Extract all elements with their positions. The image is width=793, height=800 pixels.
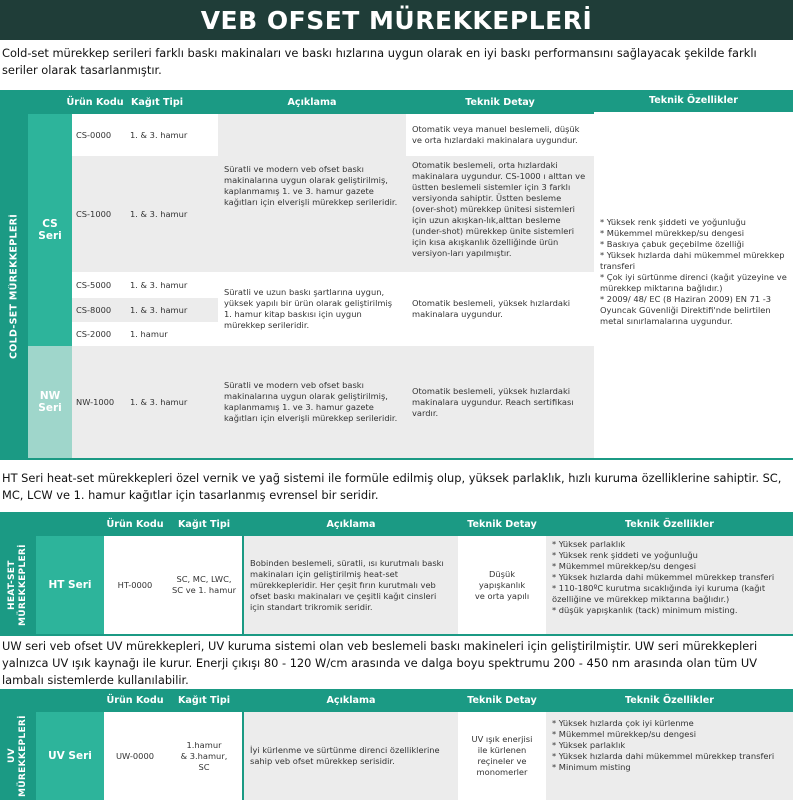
ht-detail: Düşük yapışkanlık ve orta yapılı xyxy=(458,536,546,634)
uv-paper: 1.hamur & 3.hamur, SC xyxy=(166,712,242,800)
ht-header-tech-features: Teknik Özellikler xyxy=(624,518,714,530)
header-product-code: Ürün Kodu xyxy=(66,96,124,108)
uv-detail: UV ışık enerjisi ile kürlenen reçineler ve monomerler xyxy=(458,712,546,800)
nw1000-detail: Otomatik beslemeli, yüksek hızlardaki makinalara uygundur. Reach sertifikası vardır. xyxy=(406,346,594,458)
feature-item: * Baskıya çabuk geçebilme özelliği xyxy=(600,239,745,249)
intro-uv: UW seri veb ofset UV mürekkepleri, UV kuruma sistemi olan veb beslemeli baskı makineleri için geliştirilmiştir. UW seri mürekkepleri yalnızca UV ışık kaynağı ile kurur. Enerji çıkışı 80 - 120 W/cm arasında ve dalga boyu spektrumu 200 - 450 nm arasında olan tüm UV lambalı sistemlerde kullanılabilir. xyxy=(2,639,758,687)
uv-header-product-code: Ürün Kodu xyxy=(106,694,164,706)
feature-item: * 2009/ 48/ EC (8 Haziran 2009) EN 71 -3 Oyuncak Güvenliği Direktifi'nde belirtilen metal sınırlamalarına uygundur. xyxy=(600,294,772,326)
nw-serie-label: NW Seri xyxy=(28,346,72,458)
header-tech-features: Teknik Özellikler xyxy=(648,94,738,106)
cs-desc-2: Süratli ve uzun baskı şartlarına uygun, yüksek yapılı bir ürün olarak geliştirilmiş 1. hamur kitap baskısı için uygun mürekkep serileridir. xyxy=(218,272,406,346)
feature-item: * Yüksek parlaklık xyxy=(552,539,626,549)
cs0000-detail: Otomatik veya manuel beslemeli, düşük ve orta hızlardaki makinalara uygundur. xyxy=(406,114,594,156)
uv-header-tech-features: Teknik Özellikler xyxy=(624,694,714,706)
ht-header-product-code: Ürün Kodu xyxy=(106,518,164,530)
feature-item: * Yüksek parlaklık xyxy=(552,740,626,750)
nw-desc: Süratli ve modern veb ofset baskı makinalarına uygun olarak geliştirilmiş, kaplanmamış 1. ve 3. hamur gazete kağıtları için elverişli mürekkep serileridir. xyxy=(218,346,406,458)
page-title: VEB OFSET MÜREKKEPLERİ xyxy=(0,0,793,40)
feature-item: * Çok iyi sürtünme direnci (kağıt yüzeyine ve mürekkep miktarına bağlıdır.) xyxy=(600,272,787,293)
intro-cold-set: Cold-set mürekkep serileri farklı baskı makinaları ve baskı hızlarına uygun olarak en iyi baskı performansını sağlayacak şekilde farklı seriler olarak tasarlanmıştır. xyxy=(2,46,757,77)
feature-item: * Yüksek hızlarda dahi mükemmel mürekkep transferi xyxy=(552,572,775,582)
uv-desc: İyi kürlenme ve sürtünme direnci özelliklerine sahip veb ofset mürekkep serisidir. xyxy=(244,712,458,800)
uv-serie-label: UV Seri xyxy=(36,712,104,800)
feature-item: * düşük yapışkanlık (tack) minimum misting. xyxy=(552,605,738,615)
uv-header-tech-detail: Teknik Detay xyxy=(467,694,537,706)
row-cs5000-paper: 1. & 3. hamur xyxy=(126,272,218,298)
ht-code: HT-0000 xyxy=(104,536,166,634)
uv-code: UW-0000 xyxy=(104,712,166,800)
uv-header-paper-type: Kağıt Tipi xyxy=(178,694,230,706)
row-nw1000-paper: 1. & 3. hamur xyxy=(126,346,218,458)
heat-set-side-label: HEAT-SET MÜREKKEPLERİ xyxy=(7,544,28,626)
cold-set-side-label: COLD-SET MÜREKKEPLERİ xyxy=(8,213,20,359)
cs-serie-label: CS Seri xyxy=(28,114,72,346)
feature-item: * Mükemmel mürekkep/su dengesi xyxy=(552,561,697,571)
feature-item: * Yüksek hızlarda dahi mükemmel mürekkep transferi xyxy=(600,250,785,271)
cs1000-detail: Otomatik beslemeli, orta hızlardaki makinalara uygundur. CS-1000 ı alttan ve üstten beslemeli sistemler için 3 farklı versiyonda sahiptir. Üstten besleme (over-shot) mürekkep ünitesi sistemleri için uzun akışkan-lık,alttan besleme (under-shot) mürekkep ünite sistemleri için kısa akışkanlık özelliğinde ürün versiyon-ları yapılmıştır. xyxy=(406,156,594,272)
row-cs8000-paper: 1. & 3. hamur xyxy=(126,298,218,322)
uv-features-list xyxy=(546,712,793,800)
ht-features-list xyxy=(546,536,793,634)
ht-serie-label: HT Seri xyxy=(36,536,104,634)
cs-desc-1: Süratli ve modern veb ofset baskı makinalarına uygun olarak geliştirilmiş, kaplanmamış 1. ve 3. hamur gazete kağıtları için elverişli mürekkep serileridir. xyxy=(224,164,398,207)
ht-header-paper-type: Kağıt Tipi xyxy=(178,518,230,530)
row-cs2000-paper: 1. hamur xyxy=(126,322,218,346)
cs5000-detail: Otomatik beslemeli, yüksek hızlardaki makinalara uygundur. xyxy=(406,272,594,346)
row-nw1000-code: NW-1000 xyxy=(72,346,126,458)
row-cs0000-code: CS-0000 xyxy=(72,114,126,156)
uv-side-label: UV MÜREKKEPLERİ xyxy=(7,715,28,797)
header-description: Açıklama xyxy=(287,96,337,108)
ht-header-description: Açıklama xyxy=(326,518,376,530)
row-cs0000-paper: 1. & 3. hamur xyxy=(126,114,218,156)
row-cs8000-code: CS-8000 xyxy=(72,298,126,322)
feature-item: * 110-180ºC kurutma sıcaklığında iyi kuruma (kağıt özelliğine ve mürekkep miktarına bağlıdır.) xyxy=(552,583,766,604)
feature-item: * Yüksek renk şiddeti ve yoğunluğu xyxy=(552,550,698,560)
feature-item: * Yüksek hızlarda çok iyi kürlenme xyxy=(552,718,694,728)
intro-heat-set: HT Seri heat-set mürekkepleri özel vernik ve yağ sistemi ile formüle edilmiş olup, yüksek parlaklık, hızlı kuruma özelliklerine sahiptir. SC, MC, LCW ve 1. hamur kağıtlar için tasarlanmış evrensel bir seridir. xyxy=(2,471,782,502)
ht-desc: Bobinden beslemeli, süratli, ısı kurutmalı baskı makinaları için geliştirilmiş heat-set mürekkepleridir. Her çeşit fırın kurutmalı veb ofset baskı makinaları ve çeşitli kağıt cinsleri için standart trikromik seridir. xyxy=(244,536,458,634)
feature-item: * Mükemmel mürekkep/su dengesi xyxy=(552,729,697,739)
ht-header-tech-detail: Teknik Detay xyxy=(467,518,537,530)
header-tech-detail: Teknik Detay xyxy=(465,96,535,108)
feature-item: * Minimum misting xyxy=(552,762,631,772)
cold-set-features-list xyxy=(600,217,790,327)
row-cs1000-paper: 1. & 3. hamur xyxy=(126,156,218,272)
ht-paper: SC, MC, LWC, SC ve 1. hamur xyxy=(166,536,242,634)
row-cs1000-code: CS-1000 xyxy=(72,156,126,272)
header-paper-type: Kağıt Tipi xyxy=(131,96,183,108)
feature-item: * Mükemmel mürekkep/su dengesi xyxy=(600,228,745,238)
feature-item: * Yüksek hızlarda dahi mükemmel mürekkep transferi xyxy=(552,751,775,761)
row-cs5000-code: CS-5000 xyxy=(72,272,126,298)
row-cs2000-code: CS-2000 xyxy=(72,322,126,346)
uv-header-description: Açıklama xyxy=(326,694,376,706)
feature-item: * Yüksek renk şiddeti ve yoğunluğu xyxy=(600,217,746,227)
